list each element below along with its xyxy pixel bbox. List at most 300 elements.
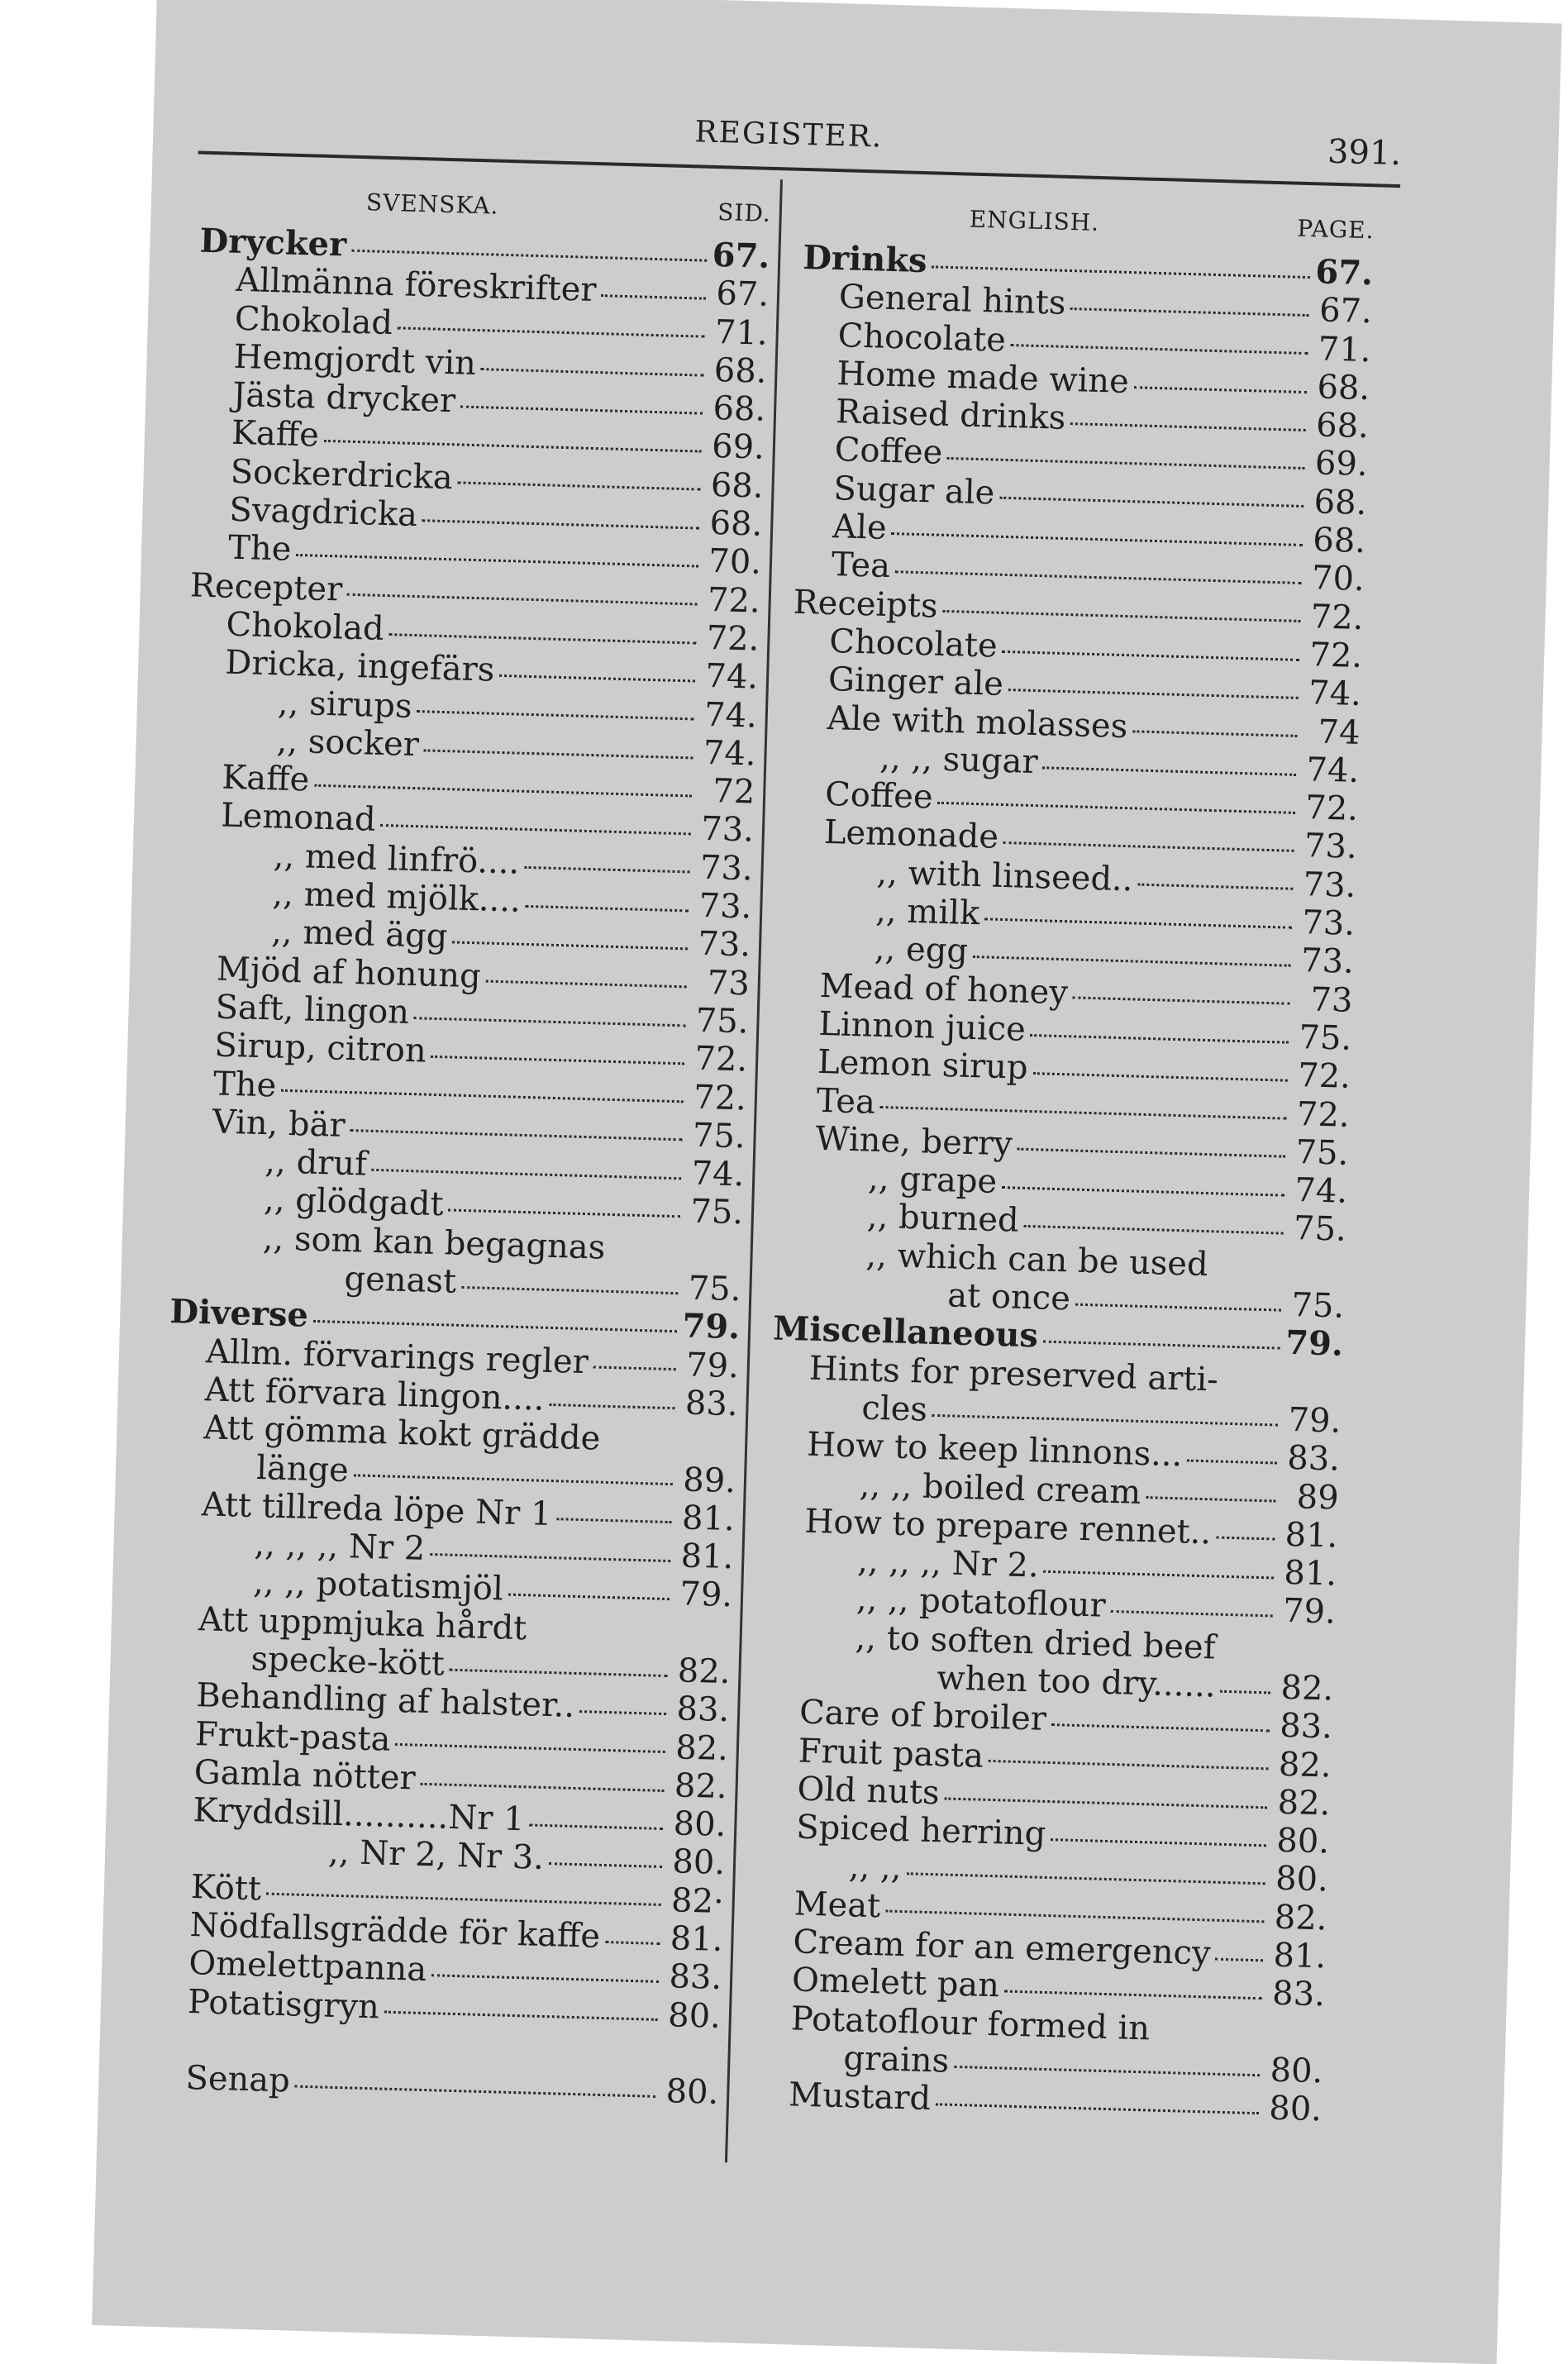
entry-text: Meat bbox=[794, 1885, 881, 1926]
entry-page-number: 74. bbox=[691, 1154, 745, 1194]
entry-text: Saft, lingon bbox=[215, 988, 410, 1032]
dot-leader bbox=[1073, 987, 1290, 1005]
dot-leader bbox=[1051, 1713, 1270, 1732]
entry-text: ,, which can be used bbox=[865, 1236, 1209, 1284]
entry-page-number: 70. bbox=[708, 542, 762, 583]
entry-page-number: 83. bbox=[684, 1384, 739, 1424]
dot-leader bbox=[885, 1900, 1265, 1923]
entry-page-number: 81. bbox=[680, 1537, 735, 1577]
dot-leader bbox=[999, 487, 1304, 508]
entry-page-number: 82· bbox=[670, 1881, 725, 1921]
dot-leader bbox=[1011, 334, 1308, 355]
dot-leader bbox=[431, 1046, 684, 1065]
entry-text: Spiced herring bbox=[795, 1808, 1046, 1854]
entry-page-number: 82. bbox=[1280, 1668, 1334, 1709]
entry-page-number: 75. bbox=[1290, 1285, 1345, 1326]
dot-leader bbox=[610, 1243, 679, 1255]
dot-leader bbox=[350, 1120, 683, 1141]
entry-text: ,, burned bbox=[866, 1198, 1020, 1241]
entry-text: Behandling af halster.. bbox=[195, 1676, 575, 1726]
entry-page-number: 68. bbox=[1313, 483, 1367, 522]
entry-text: Coffee bbox=[834, 431, 943, 473]
entry-page-number: 89. bbox=[682, 1460, 736, 1500]
entry-page-number: 82. bbox=[674, 1728, 729, 1768]
entry-page-number: 79. bbox=[679, 1575, 733, 1615]
dot-leader bbox=[1017, 1138, 1285, 1158]
dot-leader bbox=[947, 447, 1305, 469]
dot-leader bbox=[954, 2056, 1261, 2076]
entry-text: Att uppmjuka hårdt bbox=[198, 1599, 527, 1647]
dot-leader bbox=[1003, 832, 1294, 852]
entry-page-number: 72. bbox=[1296, 1094, 1351, 1135]
entry-page-number: 82. bbox=[677, 1651, 732, 1692]
dot-leader bbox=[1032, 1062, 1288, 1082]
entry-page-number: 68. bbox=[710, 465, 765, 506]
entry-text: ,, ,, boiled cream bbox=[859, 1465, 1141, 1512]
entry-page-number: 68. bbox=[1316, 368, 1370, 408]
entry-page-number: 83. bbox=[1271, 1974, 1326, 2014]
entry-text: Tea bbox=[816, 1081, 876, 1122]
dot-leader bbox=[457, 472, 700, 491]
entry-page-number bbox=[1276, 1660, 1334, 1661]
entry-text: Att förvara lingon.... bbox=[204, 1370, 546, 1418]
entry-page-number: 67. bbox=[715, 274, 770, 315]
english-entry-list bbox=[751, 239, 1374, 2129]
entry-text: grains bbox=[842, 2039, 950, 2080]
entry-text: specke-kött bbox=[250, 1639, 446, 1684]
dot-leader bbox=[601, 284, 706, 300]
entry-page-number: 73. bbox=[1300, 941, 1355, 982]
entry-page-number: 73. bbox=[699, 848, 754, 889]
entry-text: Allmänna föreskrifter bbox=[235, 261, 598, 310]
entry-page-number: 80. bbox=[667, 1995, 722, 2036]
dot-leader bbox=[1002, 640, 1299, 660]
entry-page-number: 74. bbox=[1294, 1171, 1348, 1211]
entry-text: Old nuts bbox=[796, 1770, 941, 1813]
entry-text: Ginger ale bbox=[827, 660, 1004, 704]
entry-page-number: 69. bbox=[711, 427, 765, 468]
entry-text: Cream for an emergency bbox=[792, 1923, 1212, 1973]
entry-page-number: 81. bbox=[681, 1499, 736, 1539]
entry-text: ,, ,, sugar bbox=[879, 738, 1039, 781]
dot-leader bbox=[556, 1508, 672, 1524]
dot-leader bbox=[1137, 874, 1293, 890]
entry-text: General hints bbox=[838, 278, 1067, 323]
entry-page-number bbox=[1287, 1278, 1345, 1280]
dot-leader bbox=[1155, 2023, 1261, 2037]
entry-text: Jästa drycker bbox=[231, 375, 456, 421]
dot-leader bbox=[932, 255, 1310, 279]
entry-page-number: 79. bbox=[1284, 1323, 1344, 1365]
entry-text: Dricka, ingefärs bbox=[224, 643, 495, 689]
dot-leader bbox=[1051, 1828, 1266, 1847]
dot-leader bbox=[448, 1199, 680, 1218]
entry-page-number: 81. bbox=[1272, 1936, 1327, 1976]
dot-leader bbox=[430, 1543, 671, 1562]
entry-page-number: 83. bbox=[668, 1957, 722, 1998]
dot-leader bbox=[1004, 1980, 1262, 2000]
entry-text: Sugar ale bbox=[832, 469, 995, 512]
entry-text: Kaffe bbox=[231, 414, 320, 455]
entry-text: Recepter bbox=[189, 566, 343, 609]
dot-leader bbox=[1008, 679, 1299, 699]
entry-page-number: 79. bbox=[1282, 1592, 1337, 1632]
entry-text: Fruit pasta bbox=[798, 1732, 984, 1775]
dot-leader bbox=[486, 970, 687, 989]
entry-page-number: 83. bbox=[675, 1690, 730, 1730]
dot-leader bbox=[973, 946, 1291, 967]
entry-page-number bbox=[684, 1261, 741, 1262]
dot-leader bbox=[1075, 1293, 1282, 1311]
dot-leader bbox=[388, 623, 696, 644]
entry-page-number: 83. bbox=[1286, 1439, 1341, 1479]
entry-text: ,, ,, potatismjöl bbox=[252, 1563, 504, 1609]
dot-leader bbox=[1223, 1375, 1280, 1386]
entry-page-number: 68. bbox=[712, 389, 766, 429]
entry-page-number: 73 bbox=[707, 963, 751, 1003]
entry-text: How to keep linnons... bbox=[806, 1425, 1184, 1475]
entry-page-number: 80. bbox=[671, 1842, 726, 1883]
dot-leader bbox=[593, 1356, 677, 1371]
dot-leader bbox=[579, 1700, 666, 1715]
entry-page-number bbox=[1284, 1392, 1342, 1394]
dot-leader bbox=[1043, 1560, 1274, 1579]
dot-leader bbox=[1220, 1680, 1270, 1694]
entry-page-number: 82. bbox=[1278, 1745, 1332, 1785]
dot-leader bbox=[395, 1733, 665, 1753]
dot-leader bbox=[1215, 1947, 1263, 1961]
entry-text: ,, socker bbox=[276, 722, 420, 765]
entry-page-number: 75. bbox=[692, 1116, 746, 1156]
entry-page-number bbox=[679, 1452, 736, 1454]
entry-page-number: 75. bbox=[688, 1269, 742, 1309]
entry-page-number: 68. bbox=[1315, 406, 1370, 446]
entry-page-number: 80. bbox=[673, 1804, 727, 1845]
dot-leader bbox=[524, 856, 690, 874]
entry-text: Mjöd af honung bbox=[216, 950, 482, 996]
dot-leader bbox=[605, 1931, 660, 1945]
entry-text: Allm. förvarings regler bbox=[205, 1332, 589, 1381]
dot-leader bbox=[1213, 1260, 1282, 1271]
dot-leader bbox=[313, 1310, 678, 1332]
entry-text: Kött bbox=[190, 1867, 262, 1909]
entry-text: Potatisgryn bbox=[187, 1982, 380, 2027]
entry-text: Chocolate bbox=[828, 622, 998, 665]
entry-page-number: 74. bbox=[1306, 751, 1360, 790]
entry-page-number: 79. bbox=[681, 1306, 741, 1347]
entry-page-number: 69. bbox=[1314, 444, 1369, 484]
dot-leader bbox=[984, 908, 1292, 928]
entry-text: Tea bbox=[831, 546, 891, 586]
dot-leader bbox=[414, 1007, 686, 1027]
entry-text: Nödfallsgrädde för kaffe bbox=[189, 1906, 601, 1956]
entry-page-number: 71. bbox=[1318, 330, 1372, 369]
dot-leader bbox=[384, 2001, 659, 2021]
entry-text: Drinks bbox=[802, 237, 928, 281]
dot-leader bbox=[549, 1852, 663, 1868]
entry-page-number: 74 bbox=[1318, 713, 1361, 752]
entry-text: Lemon sirup bbox=[817, 1043, 1029, 1088]
entry-page-number: 79. bbox=[685, 1346, 740, 1385]
entry-page-number: 73. bbox=[1301, 903, 1356, 943]
entry-text: Potatoflour formed in bbox=[790, 1999, 1151, 2048]
dot-leader bbox=[452, 931, 688, 950]
dot-leader bbox=[380, 814, 691, 835]
entry-page-number: 73. bbox=[1303, 865, 1357, 905]
entry-page-number: 72. bbox=[1297, 1056, 1351, 1097]
entry-text: Receipts bbox=[793, 583, 939, 626]
entry-page-number: 73. bbox=[698, 886, 753, 927]
dot-leader bbox=[354, 1464, 674, 1485]
dot-leader bbox=[281, 1080, 684, 1103]
dot-leader bbox=[398, 317, 705, 338]
dot-leader bbox=[526, 895, 689, 913]
english-column bbox=[751, 193, 1375, 2129]
entry-text: Mustard bbox=[788, 2076, 932, 2119]
entry-page-number: 82. bbox=[1274, 1898, 1328, 1938]
entry-page-number: 74. bbox=[703, 733, 757, 774]
entry-text: Vin, bär bbox=[212, 1103, 346, 1145]
dot-leader bbox=[1132, 721, 1298, 738]
page-number: 391. bbox=[1327, 132, 1402, 174]
entry-text: ,, med linfrö.... bbox=[273, 836, 520, 882]
dot-leader bbox=[880, 1096, 1287, 1120]
entry-text: Chocolate bbox=[837, 316, 1007, 360]
dot-leader bbox=[296, 544, 698, 568]
entry-text: Chokolad bbox=[226, 605, 385, 648]
dot-leader bbox=[531, 1623, 669, 1637]
dot-leader bbox=[424, 739, 693, 759]
dot-leader bbox=[314, 774, 692, 797]
entry-page-number: 67. bbox=[1314, 252, 1374, 293]
entry-text: ,, med mjölk.... bbox=[271, 875, 522, 920]
dot-leader bbox=[1110, 1600, 1273, 1617]
dot-leader bbox=[891, 522, 1303, 546]
dot-leader bbox=[431, 1964, 659, 1983]
sid-heading: SID. bbox=[717, 198, 772, 227]
entry-page-number: 75. bbox=[1298, 1018, 1352, 1058]
dot-leader bbox=[1070, 298, 1309, 317]
entry-page-number: 82. bbox=[674, 1766, 728, 1806]
entry-page-number: 75. bbox=[1293, 1209, 1347, 1250]
entry-page-number: 80. bbox=[1270, 2051, 1323, 2091]
dot-leader bbox=[192, 2035, 657, 2058]
dot-leader bbox=[906, 1862, 1265, 1885]
entry-page-number bbox=[673, 1643, 731, 1645]
swedish-heading: SVENSKA. bbox=[365, 188, 499, 220]
entry-text: ,, med ägg bbox=[270, 913, 448, 956]
entry-page-number: 83. bbox=[1279, 1707, 1333, 1747]
page-header bbox=[198, 101, 1402, 184]
entry-text: Care of broiler bbox=[798, 1693, 1047, 1739]
entry-page-number: 80. bbox=[1268, 2089, 1323, 2129]
entry-text: Chokolad bbox=[234, 299, 393, 342]
dot-leader bbox=[508, 1584, 670, 1600]
entry-text: Kaffe bbox=[221, 758, 310, 799]
dot-leader bbox=[1146, 1486, 1276, 1502]
entry-text: Frukt-pasta bbox=[194, 1714, 392, 1759]
entry-text: Lemonade bbox=[823, 813, 999, 857]
dot-leader bbox=[1187, 1449, 1277, 1464]
entry-page-number: 75. bbox=[1295, 1132, 1349, 1173]
entry-page-number: 75. bbox=[695, 1001, 750, 1041]
entry-text: Svagdricka bbox=[228, 490, 418, 535]
dot-leader bbox=[450, 1658, 668, 1676]
dot-leader bbox=[989, 1750, 1269, 1770]
entry-page-number: 74. bbox=[1308, 674, 1362, 714]
entry-page-number bbox=[1265, 2042, 1323, 2044]
entry-page-number: 72. bbox=[706, 618, 760, 659]
dot-leader bbox=[347, 584, 698, 606]
entry-text: ,, milk bbox=[875, 891, 980, 933]
entry-text: ,, som kan begagnas bbox=[262, 1218, 606, 1267]
book-page bbox=[92, 0, 1561, 2364]
entry-text: Coffee bbox=[824, 775, 934, 817]
entry-text: The bbox=[212, 1064, 277, 1105]
entry-page-number: 89 bbox=[1296, 1477, 1340, 1518]
entry-text: Ale bbox=[832, 508, 888, 547]
entry-text: Hints for preserved arti- bbox=[808, 1349, 1219, 1399]
entry-page-number: 71. bbox=[714, 312, 769, 353]
entry-page-number: 73. bbox=[697, 925, 751, 965]
entry-text: ,, ,, bbox=[848, 1847, 903, 1888]
dot-leader bbox=[549, 1393, 675, 1408]
dot-leader bbox=[605, 1434, 674, 1446]
entry-page-number: 74. bbox=[703, 695, 758, 736]
entry-text: Hemgjordt vin bbox=[233, 337, 477, 383]
swedish-column bbox=[148, 176, 772, 2113]
page-heading: PAGE. bbox=[1296, 214, 1375, 245]
entry-text: Drycker bbox=[198, 221, 347, 265]
dot-leader bbox=[942, 600, 1300, 622]
entry-text: Omelettpanna bbox=[188, 1944, 427, 1990]
dot-leader bbox=[461, 1276, 679, 1294]
entry-text: Att gömma kokt grädde bbox=[203, 1408, 601, 1458]
entry-page-number: 73. bbox=[1303, 827, 1358, 867]
entry-text: Miscellaneous bbox=[772, 1308, 1039, 1356]
entry-page-number: 72 bbox=[712, 772, 755, 812]
dot-leader bbox=[1031, 1024, 1289, 1044]
dot-leader bbox=[1134, 376, 1308, 393]
entry-page-number: 75. bbox=[689, 1193, 744, 1232]
entry-text: Senap bbox=[184, 2059, 291, 2100]
entry-text: ,, egg bbox=[874, 930, 969, 971]
dot-leader bbox=[1216, 1527, 1275, 1541]
english-heading: ENGLISH. bbox=[969, 205, 1100, 236]
dot-leader bbox=[422, 509, 700, 529]
entry-text: ,, to soften dried beef bbox=[855, 1618, 1217, 1667]
entry-text: ,, grape bbox=[867, 1159, 998, 1202]
dot-leader bbox=[936, 2093, 1259, 2114]
entry-text: cles bbox=[860, 1389, 928, 1429]
dot-leader bbox=[1220, 1643, 1271, 1655]
entry-text: ,, ,, ,, Nr 2. bbox=[856, 1542, 1040, 1585]
entry-text: Omelett pan bbox=[791, 1961, 1000, 2005]
dot-leader bbox=[372, 1159, 682, 1180]
entry-text: Gamla nötter bbox=[193, 1752, 417, 1798]
entry-page-number: 72. bbox=[1310, 597, 1365, 637]
entry-text: Kryddsill..........Nr 1 bbox=[192, 1791, 526, 1839]
entry-text: ,, sirups bbox=[277, 683, 413, 726]
entry-page-number: 81. bbox=[670, 1919, 724, 1960]
entry-page-number: 72. bbox=[707, 580, 761, 621]
entry-text: at once bbox=[946, 1276, 1071, 1318]
dot-leader bbox=[266, 1883, 661, 1906]
entry-page-number: 68. bbox=[1312, 521, 1366, 561]
dot-leader bbox=[295, 2076, 656, 2098]
entry-page-number: 70. bbox=[1311, 559, 1365, 599]
entry-page-number: 73. bbox=[700, 810, 755, 851]
entry-page-number: 67. bbox=[1318, 291, 1373, 331]
dot-leader bbox=[1043, 1331, 1280, 1350]
entry-text: Att tillreda löpe Nr 1 bbox=[201, 1485, 553, 1533]
dot-leader bbox=[460, 395, 703, 414]
dot-leader bbox=[529, 1814, 663, 1830]
dot-leader bbox=[417, 700, 694, 720]
entry-text: Sockerdricka bbox=[230, 452, 454, 497]
entry-page-number: 68. bbox=[713, 350, 768, 391]
entry-text: ,, with linseed.. bbox=[875, 853, 1134, 899]
dot-leader bbox=[499, 665, 695, 683]
entry-text: The bbox=[227, 529, 292, 570]
entry-page-number: 80. bbox=[1275, 1860, 1329, 1899]
dot-leader bbox=[895, 560, 1302, 584]
entry-page-number: 80. bbox=[1275, 1821, 1330, 1861]
entry-page-number: 80. bbox=[665, 2072, 719, 2113]
entry-text: ,, glödgadt bbox=[263, 1180, 445, 1224]
entry-page-number: 81. bbox=[1283, 1553, 1337, 1594]
entry-text: Raised drinks bbox=[835, 393, 1066, 438]
entry-text: Linnon juice bbox=[817, 1004, 1027, 1049]
entry-text: ,, ,, potatoflour bbox=[855, 1580, 1107, 1626]
entry-text: länge bbox=[255, 1448, 350, 1489]
entry-page-number: 72. bbox=[1308, 636, 1363, 675]
dot-leader bbox=[1070, 412, 1306, 431]
entry-text: when too dry...... bbox=[936, 1659, 1217, 1705]
entry-text: Sirup, citron bbox=[213, 1026, 427, 1070]
entry-text: genast bbox=[343, 1259, 457, 1301]
entry-text: Home made wine bbox=[836, 355, 1130, 401]
dot-leader bbox=[937, 792, 1295, 814]
swedish-entry-list bbox=[148, 222, 770, 2113]
entry-text: ,, ,, ,, Nr 2 bbox=[253, 1525, 426, 1568]
entry-page-number: 72. bbox=[693, 1039, 748, 1080]
entry-text: ,, druf bbox=[264, 1142, 368, 1184]
entry-page-number: 67. bbox=[712, 235, 771, 276]
dot-leader bbox=[420, 1772, 664, 1791]
entry-page-number: 74. bbox=[704, 657, 759, 697]
entry-text: Mead of honey bbox=[819, 966, 1069, 1012]
dot-leader bbox=[1002, 1176, 1284, 1197]
entry-text: ,, Nr 2, Nr 3. bbox=[327, 1833, 545, 1878]
entry-page-number: 82. bbox=[1277, 1783, 1331, 1823]
entry-page-number: 73 bbox=[1309, 980, 1354, 1020]
entry-text: Lemonad bbox=[220, 797, 377, 840]
entry-text: Diverse bbox=[169, 1292, 309, 1336]
dot-leader bbox=[932, 1404, 1279, 1426]
dot-leader bbox=[481, 358, 704, 377]
dot-leader bbox=[1023, 1215, 1284, 1235]
dot-leader bbox=[1042, 756, 1296, 776]
entry-page-number: 72. bbox=[1304, 789, 1359, 829]
entry-page-number: 68. bbox=[709, 504, 763, 544]
entry-text: How to prepare rennet.. bbox=[804, 1502, 1212, 1552]
entry-page-number: 72. bbox=[693, 1078, 747, 1118]
page-title: REGISTER. bbox=[693, 115, 884, 155]
entry-page-number: 79. bbox=[1288, 1400, 1342, 1441]
dot-leader bbox=[944, 1787, 1267, 1809]
dot-leader bbox=[324, 430, 702, 453]
